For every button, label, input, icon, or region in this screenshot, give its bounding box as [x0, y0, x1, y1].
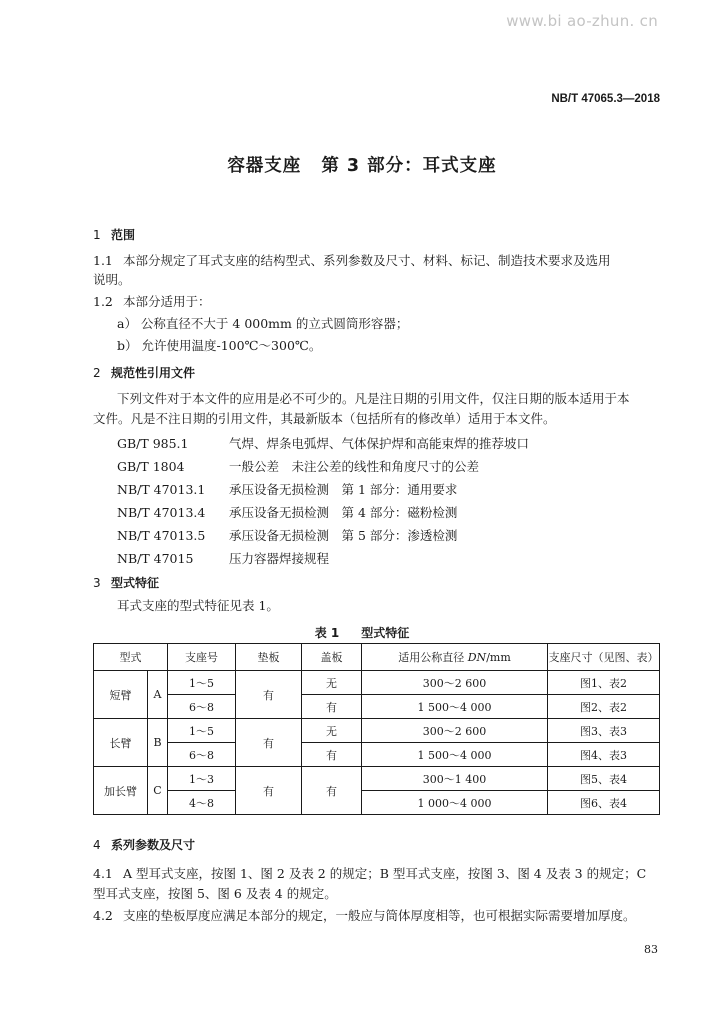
list-item-a: a） 公称直径不大于 4 000mm 的立式圆筒形容器； [117, 316, 409, 331]
cell-support-no: 1～5 [168, 671, 236, 695]
section-2-heading [93, 364, 195, 382]
cell-support-no: 4～8 [168, 791, 236, 815]
cell-type-code: C [148, 767, 168, 815]
ref-code: GB/T 1804 [117, 459, 185, 474]
ref-item [117, 435, 529, 453]
cell-support-no: 1～5 [168, 719, 236, 743]
section-title: 系列参数及尺寸 [111, 838, 196, 852]
clause-number: 4.2 [93, 908, 113, 923]
ref-item [117, 527, 457, 545]
section-4-heading [93, 836, 195, 854]
table-row [94, 743, 660, 767]
cell-dn: 1 500～4 000 [362, 695, 548, 719]
header-support-no: 支座号 [168, 644, 236, 671]
section-number: 4 [93, 838, 101, 852]
table-row [94, 719, 660, 743]
section-title: 范围 [111, 228, 136, 242]
cell-type-code: B [148, 719, 168, 767]
cell-dn: 300～1 400 [362, 767, 548, 791]
ref-item [117, 481, 457, 499]
ref-title: 承压设备无损检测 第 1 部分：通用要求 [229, 482, 458, 497]
ref-code: NB/T 47013.5 [117, 528, 206, 543]
section-number: 1 [93, 228, 101, 242]
cell-dn: 1 500～4 000 [362, 743, 548, 767]
ref-item [117, 550, 329, 568]
clause-1-1-cont: 说明。 [93, 272, 131, 287]
header-size: 支座尺寸（见图、表） [548, 644, 660, 671]
clause-number: 1.1 [93, 253, 113, 268]
page-number: 83 [644, 943, 658, 956]
cell-type-name: 加长臂 [94, 767, 148, 815]
table-row [94, 671, 660, 695]
cell-cover: 有 [302, 767, 362, 815]
header-type: 型式 [94, 644, 168, 671]
cell-ref: 图6、表4 [548, 791, 660, 815]
ref-title: 承压设备无损检测 第 4 部分：磁粉检测 [229, 505, 458, 520]
clause-text: 本部分规定了耳式支座的结构型式、系列参数及尺寸、材料、标记、制造技术要求及选用 [123, 253, 611, 268]
header-cover: 盖板 [302, 644, 362, 671]
title-part-b: 第 3 部分：耳式支座 [321, 156, 497, 176]
header-dn: 适用公称直径 DN/mm [362, 644, 548, 671]
clause-text: A 型耳式支座，按图 1、图 2 及表 2 的规定；B 型耳式支座，按图 3、图 4 及表 3 的规定；C [123, 866, 647, 881]
table-row [94, 767, 660, 791]
ref-code: NB/T 47013.4 [117, 505, 206, 520]
table-title: 型式特征 [361, 626, 410, 640]
ref-code: GB/T 985.1 [117, 436, 189, 451]
standard-code: NB/T 47065.3—2018 [551, 93, 660, 105]
cell-dn: 300～2 600 [362, 719, 548, 743]
cell-type-code: A [148, 671, 168, 719]
section-title: 型式特征 [111, 576, 160, 590]
ref-code: NB/T 47015 [117, 551, 194, 566]
clause-4-1 [93, 865, 646, 883]
ref-title: 一般公差 未注公差的线性和角度尺寸的公差 [229, 459, 480, 474]
page-title [0, 152, 724, 177]
section-number: 2 [93, 366, 101, 380]
ref-title: 承压设备无损检测 第 5 部分：渗透检测 [229, 528, 458, 543]
cell-support-no: 6～8 [168, 743, 236, 767]
refs-intro-line1: 下列文件对于本文件的应用是必不可少的。凡是注日期的引用文件，仅注日期的版本适用于本 [117, 391, 630, 406]
refs-intro-line2: 文件。凡是不注日期的引用文件，其最新版本（包括所有的修改单）适用于本文件。 [93, 411, 556, 426]
section-3-text: 耳式支座的型式特征见表 1。 [117, 598, 279, 613]
cell-ref: 图2、表2 [548, 695, 660, 719]
section-1-heading [93, 226, 135, 244]
cell-cover: 无 [302, 719, 362, 743]
cell-support-no: 1～3 [168, 767, 236, 791]
cell-ref: 图5、表4 [548, 767, 660, 791]
clause-1-1 [93, 252, 611, 270]
clause-number: 4.1 [93, 866, 113, 881]
cell-pad: 有 [236, 719, 302, 767]
cell-dn: 300～2 600 [362, 671, 548, 695]
list-item-b: b） 允许使用温度-100℃～300℃。 [117, 338, 322, 353]
clause-text: 本部分适用于： [123, 294, 211, 309]
cell-pad: 有 [236, 767, 302, 815]
feature-table [93, 643, 660, 815]
ref-title: 压力容器焊接规程 [229, 551, 330, 566]
cell-cover: 有 [302, 743, 362, 767]
clause-4-1-cont: 型耳式支座，按图 5、图 6 及表 4 的规定。 [93, 886, 337, 901]
ref-item [117, 458, 479, 476]
ref-item [117, 504, 457, 522]
section-3-heading [93, 574, 159, 592]
watermark: www.bi ao-zhun. cn [506, 12, 658, 30]
cell-support-no: 6～8 [168, 695, 236, 719]
table-row [94, 791, 660, 815]
clause-1-2 [93, 293, 211, 311]
table-row [94, 695, 660, 719]
ref-code: NB/T 47013.1 [117, 482, 206, 497]
table-number: 表 1 [314, 626, 340, 640]
title-part-a: 容器支座 [227, 156, 302, 176]
ref-title: 气焊、焊条电弧焊、气体保护焊和高能束焊的推荐坡口 [229, 436, 530, 451]
cell-ref: 图4、表3 [548, 743, 660, 767]
clause-number: 1.2 [93, 294, 113, 309]
table-header-row [94, 644, 660, 671]
section-number: 3 [93, 576, 101, 590]
cell-ref: 图1、表2 [548, 671, 660, 695]
clause-text: 支座的垫板厚度应满足本部分的规定，一般应与筒体厚度相等，也可根据实际需要增加厚度。 [123, 908, 636, 923]
section-title: 规范性引用文件 [111, 366, 196, 380]
cell-type-name: 长臂 [94, 719, 148, 767]
cell-cover: 有 [302, 695, 362, 719]
cell-ref: 图3、表3 [548, 719, 660, 743]
cell-type-name: 短臂 [94, 671, 148, 719]
header-pad: 垫板 [236, 644, 302, 671]
cell-dn: 1 000～4 000 [362, 791, 548, 815]
clause-4-2 [93, 907, 636, 925]
cell-pad: 有 [236, 671, 302, 719]
cell-cover: 无 [302, 671, 362, 695]
table-caption [0, 624, 724, 641]
